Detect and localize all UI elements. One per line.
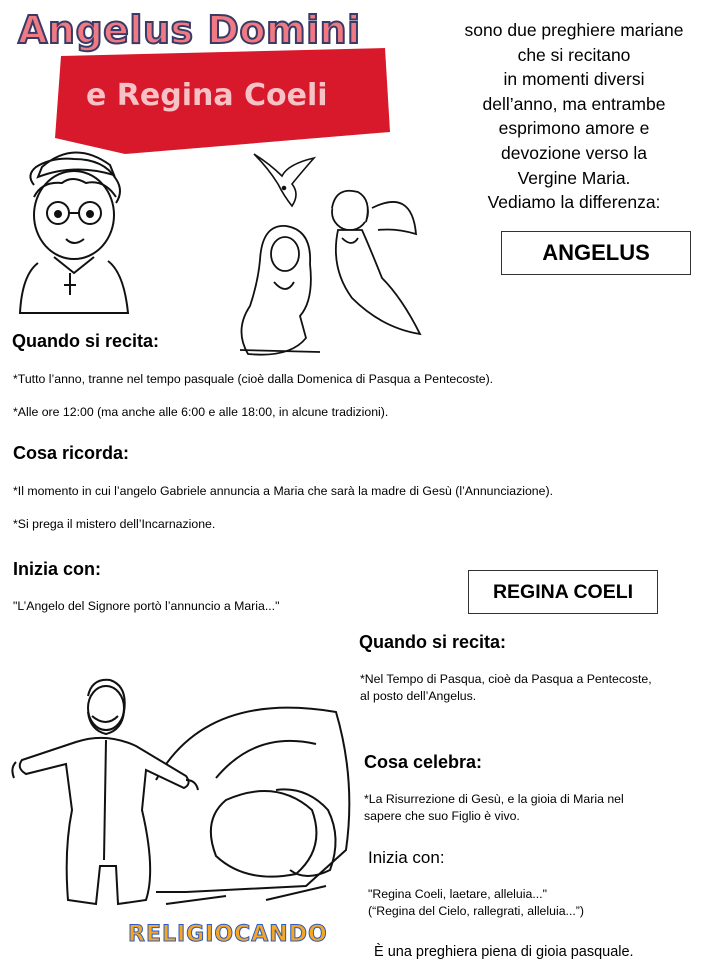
risen-jesus-illustration — [6, 660, 356, 922]
angelus-when-heading: Quando si recita: — [12, 331, 160, 351]
angelus-remember-text-2: *Si prega il mistero dell’Incarnazione. — [13, 517, 216, 531]
regina-when-line: al posto dell’Angelus. — [360, 689, 477, 703]
intro-line: che si recitano — [517, 44, 631, 65]
intro-line: in momenti diversi — [503, 69, 645, 90]
regina-begins-text — [368, 886, 584, 920]
regina-celebrates-line: sapere che suo Figlio è vivo. — [364, 809, 520, 823]
regina-when-heading: Quando si recita: — [359, 632, 507, 652]
dove-icon — [248, 150, 320, 212]
intro-line: Vergine Maria. — [517, 167, 631, 188]
intro-line: dell’anno, ma entrambe — [482, 93, 666, 114]
angelus-begins-text: "L’Angelo del Signore portò l’annuncio a Maria..." — [13, 599, 280, 613]
regina-begins-line: "Regina Coeli, laetare, alleluia..." — [368, 887, 547, 901]
regina-celebrates-line: *La Risurrezione di Gesù, e la gioia di Maria nel — [364, 792, 624, 806]
angelus-begins-heading: Inizia con: — [13, 559, 102, 579]
intro-line: sono due preghiere mariane — [464, 20, 684, 40]
regina-begins-line: (“Regina del Cielo, rallegrati, alleluia...”) — [368, 904, 584, 918]
regina-begins-heading: Inizia con: — [368, 848, 445, 867]
pope-illustration — [12, 145, 134, 315]
mary-illustration — [230, 220, 330, 360]
regina-closing-text: È una preghiera piena di gioia pasquale. — [374, 944, 634, 960]
intro-line: devozione verso la — [501, 142, 647, 163]
regina-when-line: *Nel Tempo di Pasqua, cioè da Pasqua a Pentecoste, — [360, 672, 652, 686]
religiocando-logo: RELIGIOCANDO — [128, 922, 328, 947]
regina-when-text — [360, 671, 652, 705]
intro-text — [440, 18, 708, 215]
angelus-label-box: ANGELUS — [501, 231, 691, 275]
angelus-when-text-2: *Alle ore 12:00 (ma anche alle 6:00 e alle 18:00, in alcune tradizioni). — [13, 405, 389, 419]
angelus-remember-text-1: *Il momento in cui l’angelo Gabriele annuncia a Maria che sarà la madre di Gesù (l’Annunciazione). — [13, 484, 553, 498]
regina-celebrates-heading: Cosa celebra: — [364, 752, 483, 772]
regina-label-box: REGINA COELI — [468, 570, 658, 614]
page-subtitle: e Regina Coeli — [86, 78, 328, 113]
angelus-remember-heading: Cosa ricorda: — [13, 443, 130, 463]
regina-celebrates-text — [364, 791, 624, 825]
intro-line: esprimono amore e — [498, 118, 650, 139]
angelus-when-text-1: *Tutto l’anno, tranne nel tempo pasquale (cioè dalla Domenica di Pasqua a Pentecoste). — [13, 372, 494, 386]
intro-line: Vediamo la differenza: — [487, 192, 661, 213]
page-title: Angelus Domini — [18, 8, 361, 52]
